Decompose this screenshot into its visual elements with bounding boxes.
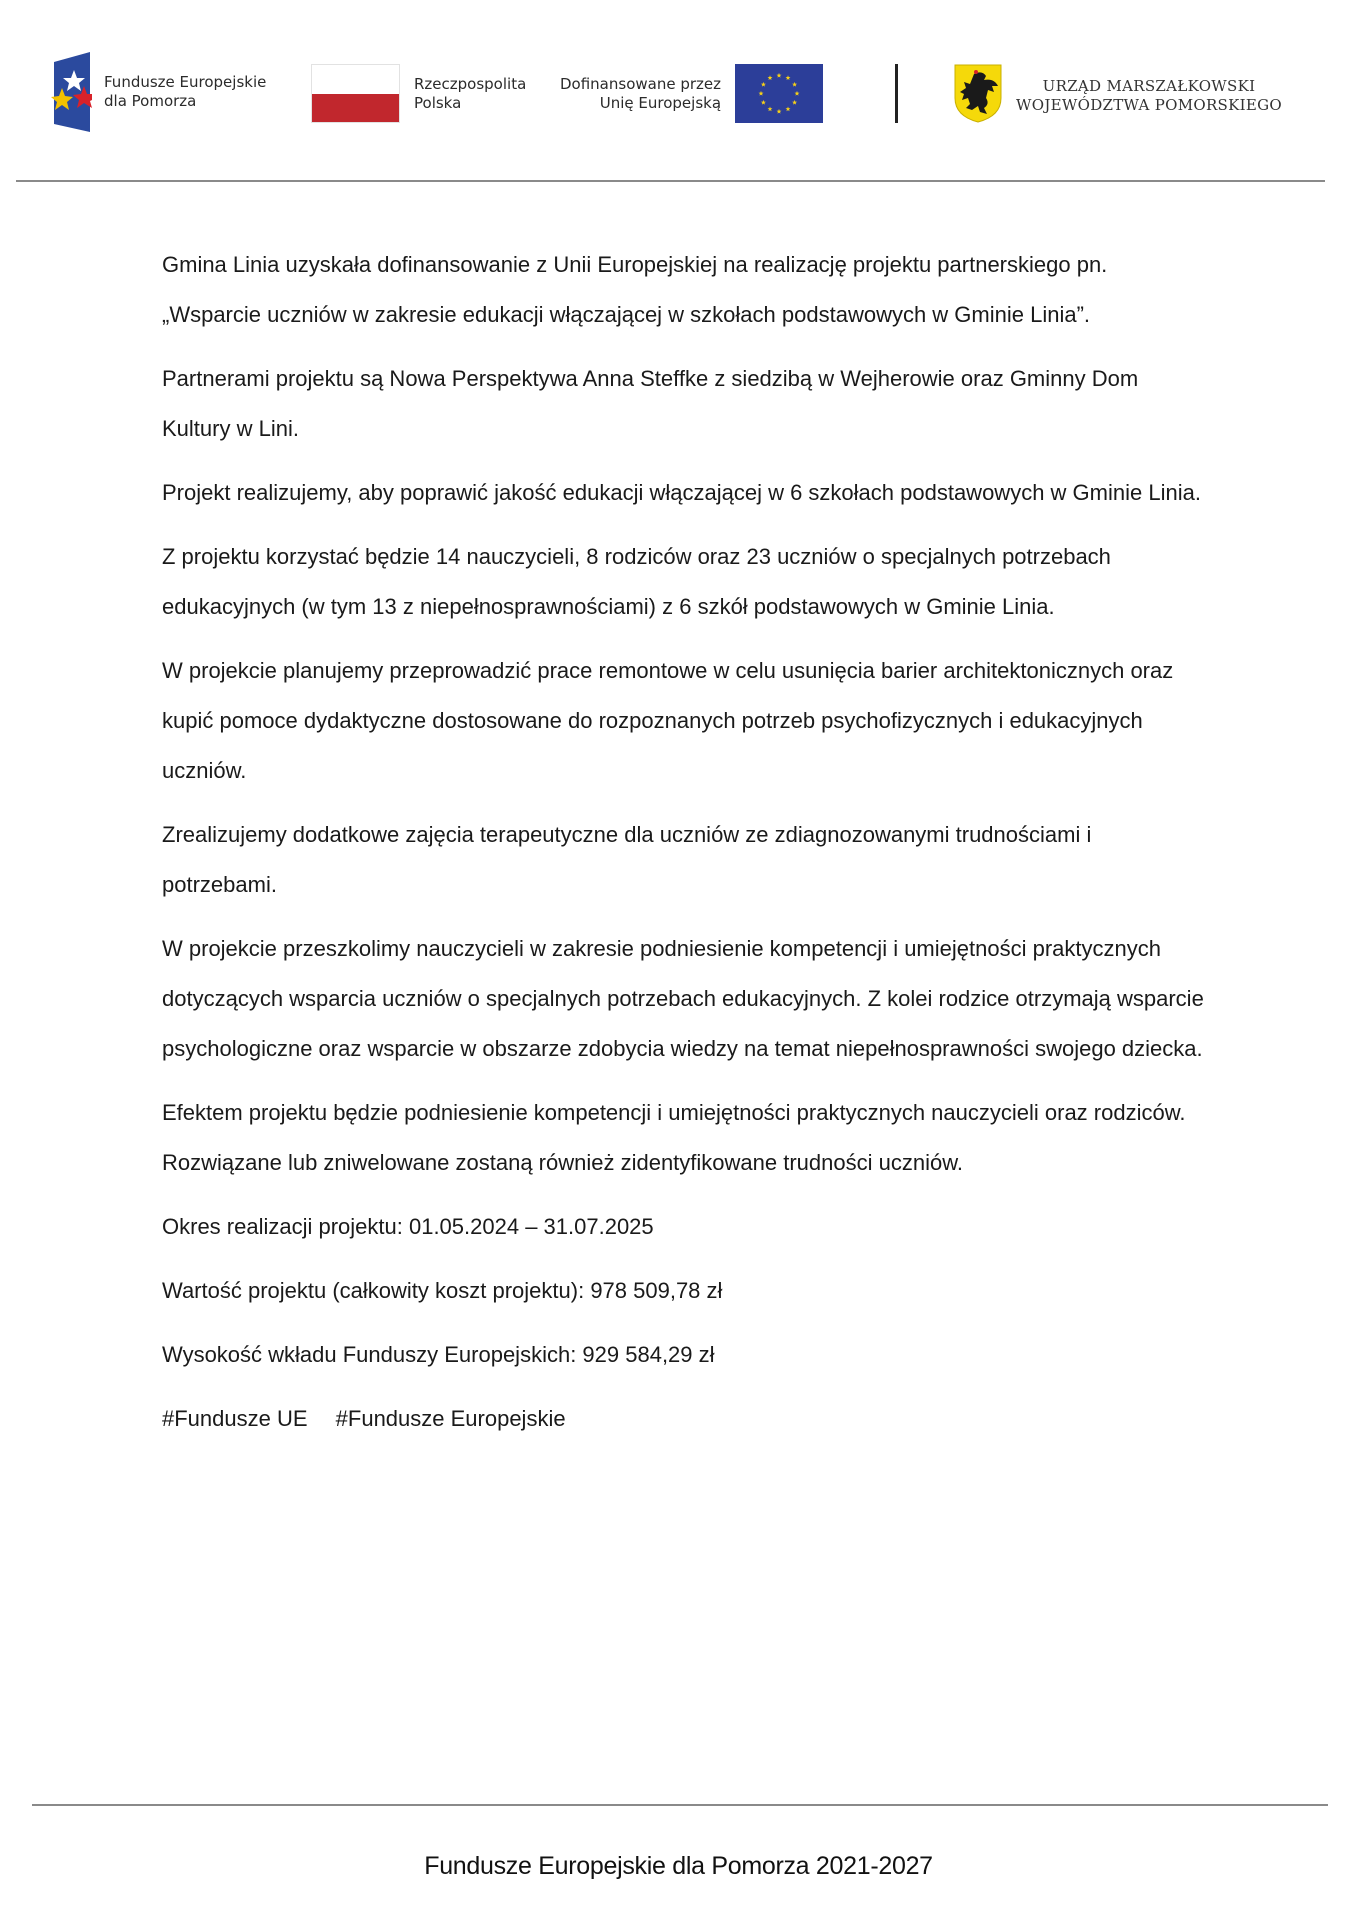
paragraph-partners: Partnerami projektu są Nowa Perspektywa Anna Steffke z siedzibą w Wejherowie oraz Gminny Dom Kultury w Lini. [162,366,1139,441]
polska-logo-line2: Polska [414,93,462,112]
eu-logo-line2: Unię Europejską [599,93,722,112]
eu-flag-icon [735,64,823,123]
eu-contribution: Wysokość wkładu Funduszy Europejskich: 929 584,29 zł [162,1342,715,1367]
fe-logo [50,52,266,132]
hashtags [162,1394,1212,1444]
eu-logo [560,64,823,123]
fe-logo-line2: dla Pomorza [104,92,197,110]
eu-logo-line1: Dofinansowane przez [560,74,722,93]
polska-logo [311,64,526,123]
document-body [162,240,1212,1458]
paragraph-intro: Gmina Linia uzyskała dofinansowanie z Unii Europejskiej na realizację projektu partnerskiego pn. „Wsparcie uczniów w zakresie edukacji włączającej w szkołach podstawowych w Gminie Linia”. [162,252,1108,327]
pomeranian-griffin-coat-of-arms-icon [954,64,1002,128]
footer-separator [32,1804,1328,1806]
hashtag[interactable]: #Fundusze Europejskie [335,1406,566,1431]
polish-flag-icon [311,64,400,123]
footer-text: Fundusze Europejskie dla Pomorza 2021-2027 [424,1852,933,1880]
paragraph-renovation: W projekcie planujemy przeprowadzić prace remontowe w celu usunięcia barier architektonicznych oraz kupić pomoce dydaktyczne dostosowane do rozpoznanych potrzeb psychofizycznych i edukacyjnych uczniów. [162,658,1174,783]
hashtag[interactable]: #Fundusze UE [162,1406,308,1431]
fe-logo-icon [50,52,92,132]
project-period: Okres realizacji projektu: 01.05.2024 – 31.07.2025 [162,1214,654,1239]
paragraph-goal: Projekt realizujemy, aby poprawić jakość edukacji włączającej w 6 szkołach podstawowych w Gminie Linia. [162,480,1201,505]
fe-logo-line1: Fundusze Europejskie [104,73,267,91]
header-separator [16,180,1325,182]
paragraph-effect: Efektem projektu będzie podniesienie kompetencji i umiejętności praktycznych nauczycieli oraz rodziców. Rozwiązane lub zniwelowane zostaną również zidentyfikowane trudności uczniów. [162,1100,1186,1175]
paragraph-beneficiaries: Z projektu korzystać będzie 14 nauczycieli, 8 rodziców oraz 23 uczniów o specjalnych potrzebach edukacyjnych (w tym 13 z niepełnosprawnościami) z 6 szkół podstawowych w Gminie Linia. [162,544,1111,619]
polska-logo-line1: Rzeczpospolita [414,74,527,93]
um-logo-line1: URZĄD MARSZAŁKOWSKI [1042,77,1256,95]
um-logo-line2: WOJEWÓDZTWA POMORSKIEGO [1016,96,1282,114]
header-divider [895,64,898,123]
paragraph-therapy: Zrealizujemy dodatkowe zajęcia terapeutyczne dla uczniów ze zdiagnozowanymi trudnościami i potrzebami. [162,822,1092,897]
urzad-marszalkowski-logo [954,64,1282,128]
logo-header [0,0,1357,180]
paragraph-training: W projekcie przeszkolimy nauczycieli w zakresie podniesienie kompetencji i umiejętności praktycznych dotyczących wsparcia uczniów o specjalnych potrzebach edukacyjnych. Z kolei rodzice otrzymają wsparcie psychologiczne oraz wsparcie w obszarze zdobycia wiedzy na temat niepełnosprawności swojego dziecka. [162,936,1204,1061]
project-value: Wartość projektu (całkowity koszt projektu): 978 509,78 zł [162,1278,723,1303]
